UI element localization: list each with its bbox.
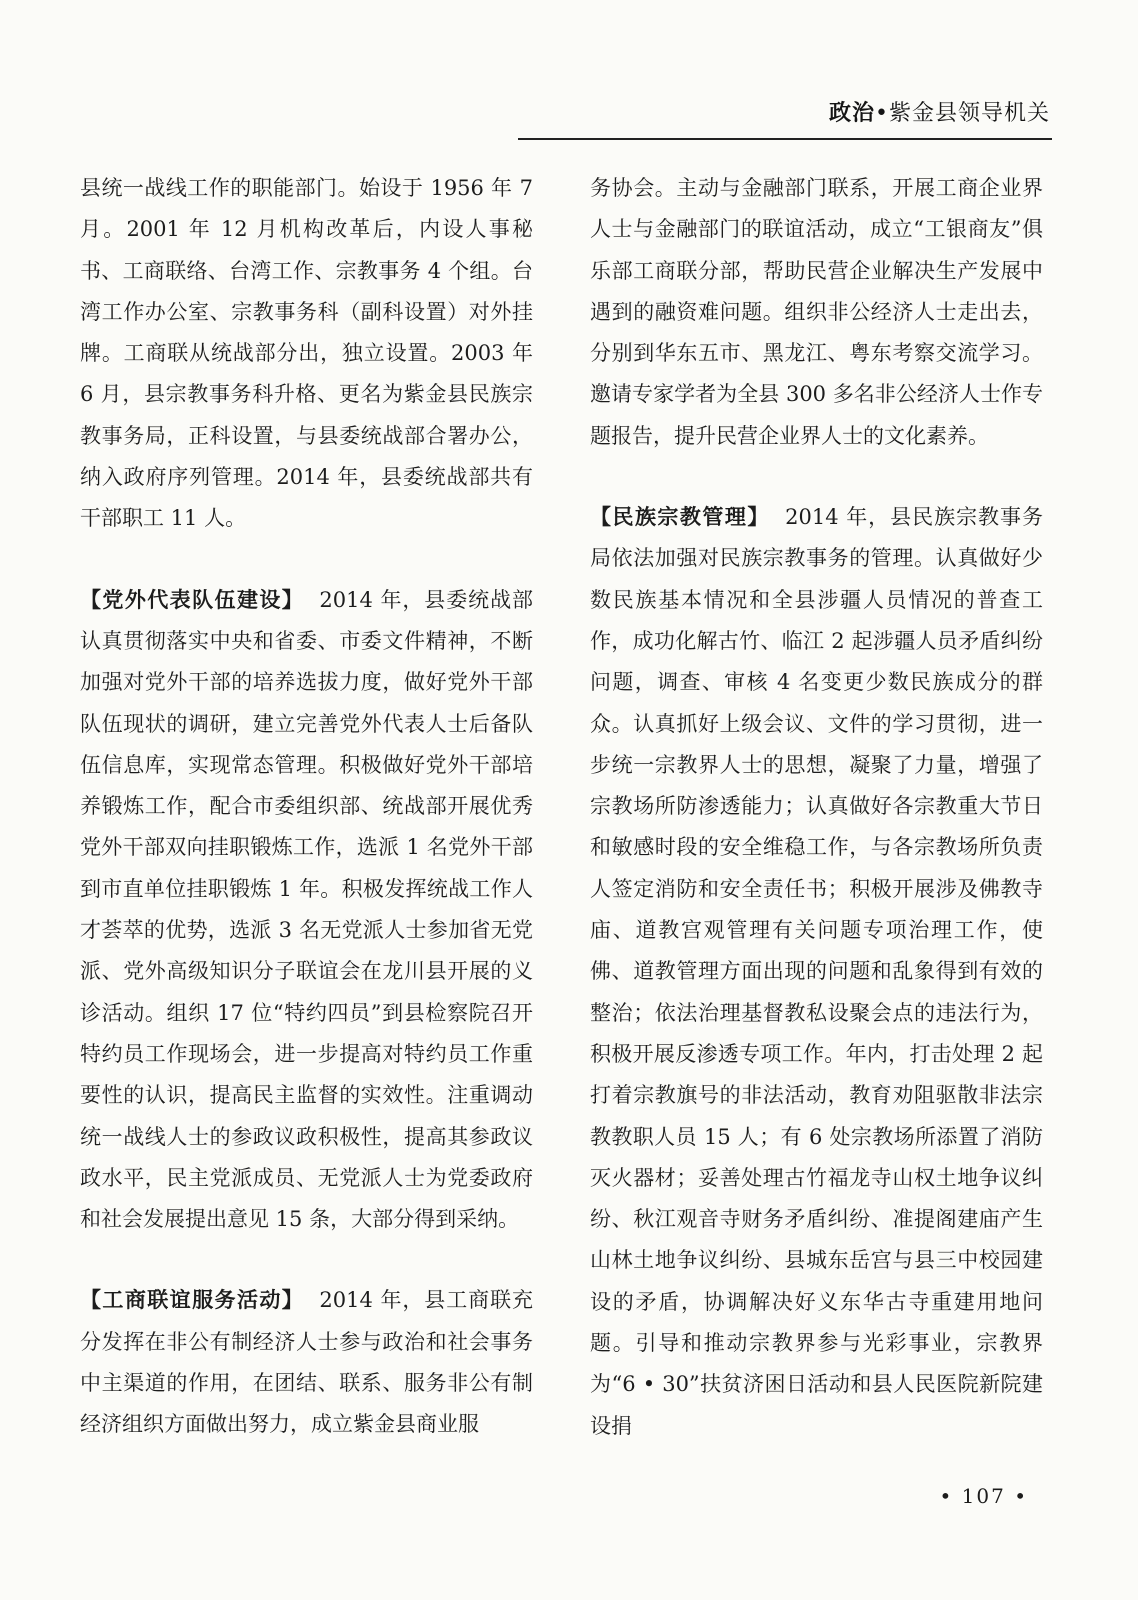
header-chapter: 紫金县领导机关 — [888, 101, 1050, 126]
section-dangwai — [80, 580, 533, 1241]
header-section: 政治 — [828, 100, 875, 126]
running-header — [829, 96, 1050, 127]
section-gongshang — [80, 1280, 533, 1445]
section-body: 2014 年，县委统战部认真贯彻落实中央和省委、市委文件精神，不断加强对党外干部的培养选拔力度，做好党外干部队伍现状的调研，建立完善党外代表人士后备队伍信息库，实现常态管理。积极做好党外干部培养锻炼工作，配合市委组织部、统战部开展优秀党外干部双向挂职锻炼工作，选派 1 名党外干部到市直单位挂职锻炼 1 年。积极发挥统战工作人才荟萃的优势，选派 3 名无党派人士参加省无党派、党外高级知识分子联谊会在龙川县开展的义诊活动。组织 17 位“特约四员”到县检察院召开特约员工作现场会，进一步提高对特约员工作重要性的认识，提高民主监督的实效性。注重调动统一战线人士的参政议政积极性，提高其参政议政水平，民主党派成员、无党派人士为党委政府和社会发展提出意见 15 条，大部分得到采纳。 — [80, 587, 533, 1232]
right-column — [590, 168, 1043, 1447]
continued-paragraph: 务协会。主动与金融部门联系，开展工商企业界人士与金融部门的联谊活动，成立“工银商友”俱乐部工商联分部，帮助民营企业解决生产发展中遇到的融资难问题。组织非公经济人士走出去，分别到华东五市、黑龙江、粤东考察交流学习。邀请专家学者为全县 300 多名非公经济人士作专题报告，提升民营企业界人士的文化素养。 — [590, 176, 1043, 448]
page-number: • 107 • — [939, 1484, 1028, 1508]
section-heading: 【民族宗教管理】 — [590, 505, 770, 530]
left-column — [80, 168, 533, 1446]
header-separator: • — [875, 101, 889, 126]
section-body: 2014 年，县民族宗教事务局依法加强对民族宗教事务的管理。认真做好少数民族基本情况和全县涉疆人员情况的普查工作，成功化解古竹、临江 2 起涉疆人员矛盾纠纷问题，调查、审核 4 名变更少数民族成分的群众。认真抓好上级会议、文件的学习贯彻，进一步统一宗教界人士的思想，凝聚了力量，增强了宗教场所防渗透能力；认真做好各宗教重大节日和敏感时段的安全维稳工作，与各宗教场所负责人签定消防和安全责任书；积极开展涉及佛教寺庙、道教宫观管理有关问题专项治理工作，使佛、道教管理方面出现的问题和乱象得到有效的整治；依法治理基督教私设聚会点的违法行为，积极开展反渗透专项工作。年内，打击处理 2 起打着宗教旗号的非法活动，教育劝阻驱散非法宗教教职人员 15 人；有 6 处宗教场所添置了消防灭火器材；妥善处理古竹福龙寺山权土地争议纠纷、秋江观音寺财务矛盾纠纷、准提阁建庙产生山林土地争议纠纷、县城东岳宫与县三中校园建设的矛盾，协调解决好义东华古寺重建用地问题。引导和推动宗教界参与光彩事业，宗教界为“6 • 30”扶贫济困日活动和县人民医院新院建设捐 — [590, 505, 1043, 1438]
section-minzu-zongjiao — [590, 497, 1043, 1447]
continued-paragraph: 县统一战线工作的职能部门。始设于 1956 年 7 月。2001 年 12 月机构改革后，内设人事秘书、工商联络、台湾工作、宗教事务 4 个组。台湾工作办公室、宗教事务科（副科设置）对外挂牌。工商联从统战部分出，独立设置。2003 年 6 月，县宗教事务科升格、更名为紫金县民族宗教事务局，正科设置，与县委统战部合署办公，纳入政府序列管理。2014 年，县委统战部共有干部职工 11 人。 — [80, 176, 533, 531]
section-body: 2014 年，县工商联充分发挥在非公有制经济人士参与政治和社会事务中主渠道的作用，在团结、联系、服务非公有制经济组织方面做出努力，成立紫金县商业服 — [80, 1288, 533, 1437]
section-heading: 【工商联谊服务活动】 — [80, 1288, 305, 1313]
section-heading: 【党外代表队伍建设】 — [80, 587, 305, 612]
header-rule — [518, 138, 1052, 140]
